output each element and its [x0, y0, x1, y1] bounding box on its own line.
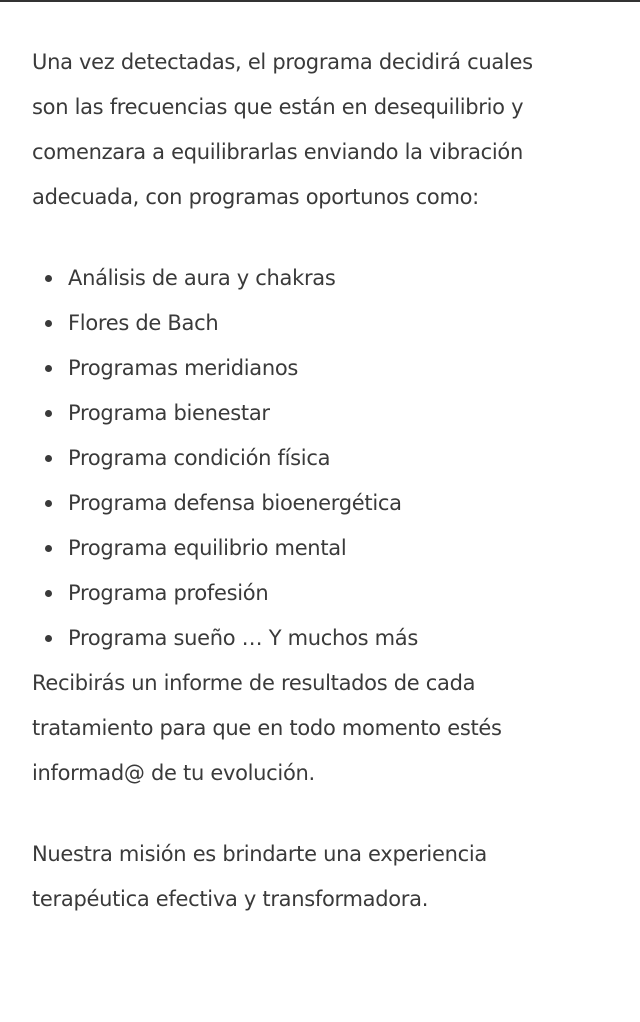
report-line: tratamiento para que en todo momento estés: [32, 716, 502, 740]
bullet-icon: [45, 455, 52, 462]
program-label: Programa bienestar: [68, 401, 270, 425]
bullet-icon: [45, 365, 52, 372]
program-label: Programa equilibrio mental: [68, 536, 347, 560]
program-label: Flores de Bach: [68, 311, 219, 335]
program-label: Programa defensa bioenergética: [68, 491, 402, 515]
list-item: [32, 391, 612, 436]
bullet-icon: [45, 500, 52, 507]
list-item: [32, 616, 612, 661]
intro-line: adecuada, con programas oportunos como:: [32, 185, 479, 209]
list-item: [32, 256, 612, 301]
article-body: [32, 40, 612, 922]
report-line: Recibirás un informe de resultados de cada: [32, 671, 476, 695]
bullet-icon: [45, 635, 52, 642]
top-divider: [0, 0, 640, 2]
program-label: Programa condición física: [68, 446, 331, 470]
program-label: Programa profesión: [68, 581, 269, 605]
list-item: [32, 346, 612, 391]
programs-list: [32, 256, 612, 661]
intro-line: son las frecuencias que están en desequilibrio y: [32, 95, 524, 119]
bullet-icon: [45, 275, 52, 282]
program-label: Análisis de aura y chakras: [68, 266, 336, 290]
list-item: [32, 571, 612, 616]
list-item: [32, 436, 612, 481]
bullet-icon: [45, 320, 52, 327]
mission-line: Nuestra misión es brindarte una experiencia: [32, 842, 487, 866]
report-line: informad@ de tu evolución.: [32, 761, 315, 785]
list-item: [32, 526, 612, 571]
program-label: Programas meridianos: [68, 356, 299, 380]
report-paragraph: [32, 661, 612, 796]
list-item: [32, 481, 612, 526]
mission-paragraph: [32, 832, 612, 922]
intro-paragraph: [32, 40, 612, 220]
bullet-icon: [45, 410, 52, 417]
mission-line: terapéutica efectiva y transformadora.: [32, 887, 429, 911]
intro-line: Una vez detectadas, el programa decidirá cuales: [32, 50, 533, 74]
intro-line: comenzara a equilibrarlas enviando la vibración: [32, 140, 523, 164]
bullet-icon: [45, 545, 52, 552]
list-item: [32, 301, 612, 346]
bullet-icon: [45, 590, 52, 597]
program-label: Programa sueño … Y muchos más: [68, 626, 418, 650]
